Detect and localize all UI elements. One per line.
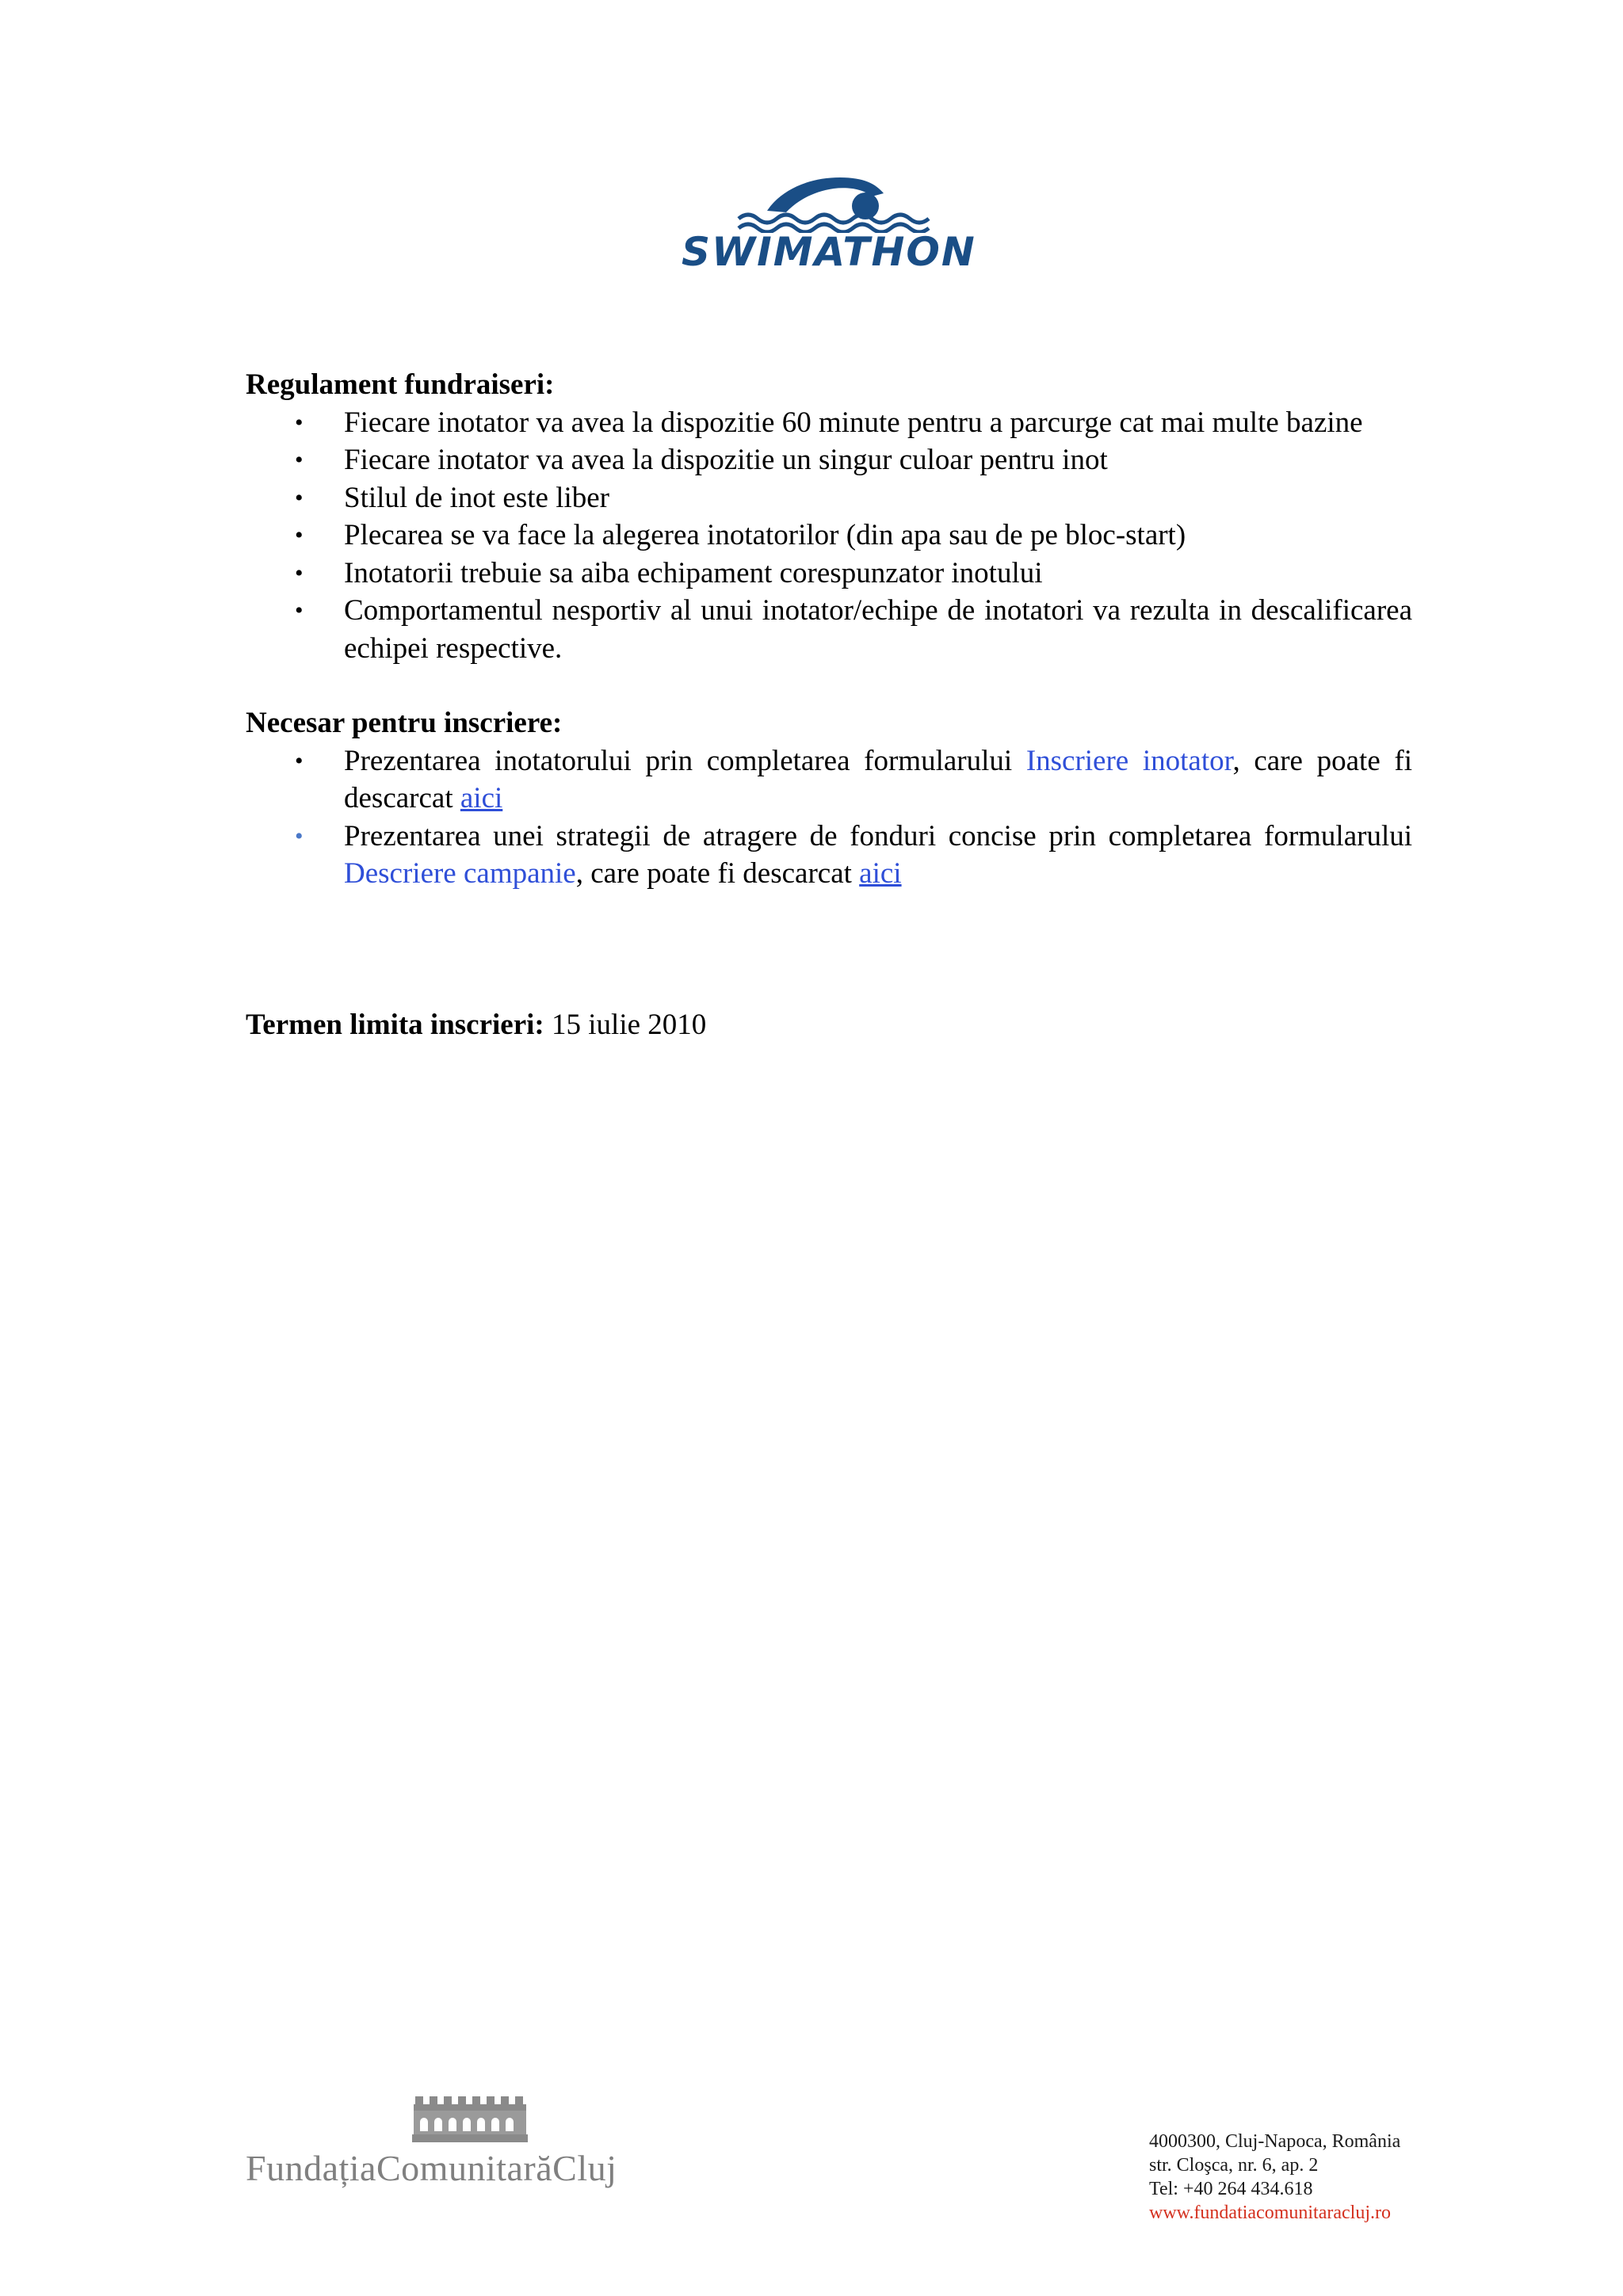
foundation-logo bbox=[246, 2092, 626, 2203]
list-item: • Comportamentul nesportiv al unui inotator/echipe de inotatori va rezulta in descalificarea echipei respective. bbox=[246, 592, 1412, 667]
address-line: str. Cloşca, nr. 6, ap. 2 bbox=[1149, 2155, 1319, 2176]
bullet-icon: • bbox=[295, 447, 304, 473]
address-line: 4000300, Cluj-Napoca, România bbox=[1149, 2131, 1401, 2152]
bullet-icon: • bbox=[295, 822, 304, 849]
list-item: • Stilul de inot este liber bbox=[246, 479, 1412, 517]
list-item: • Fiecare inotator va avea la dispozitie un singur culoar pentru inot bbox=[246, 441, 1412, 479]
list-item: • Prezentarea inotatorului prin completarea formularului Inscriere inotator, care poate fi descarcat aici bbox=[246, 742, 1412, 818]
regulament-list bbox=[246, 404, 1412, 668]
download-inscriere-link[interactable]: aici bbox=[460, 782, 503, 814]
swimmer-icon bbox=[682, 170, 959, 233]
bullet-icon: • bbox=[295, 484, 304, 511]
regulament-title: Regulament fundraiseri: bbox=[246, 368, 555, 401]
list-item: • Inotatorii trebuie sa aiba echipament corespunzator inotului bbox=[246, 555, 1412, 593]
castle-icon bbox=[412, 2092, 531, 2147]
deadline-label: Termen limita inscrieri: bbox=[246, 1008, 544, 1041]
website-link[interactable]: www.fundatiacomunitaracluj.ro bbox=[1149, 2203, 1392, 2223]
descriere-campanie-link[interactable]: Descriere campanie bbox=[344, 857, 576, 890]
bullet-icon: • bbox=[295, 522, 304, 548]
bullet-icon: • bbox=[295, 409, 304, 436]
bullet-icon: • bbox=[295, 747, 304, 774]
download-campanie-link[interactable]: aici bbox=[859, 857, 902, 890]
necesar-list bbox=[246, 742, 1412, 893]
inscriere-inotator-link[interactable]: Inscriere inotator bbox=[1025, 744, 1233, 777]
list-item: • Fiecare inotator va avea la dispozitie 60 minute pentru a parcurge cat mai multe bazine bbox=[246, 404, 1412, 442]
logo-wordmark: SWIMATHON bbox=[682, 229, 976, 275]
deadline-value: 15 iulie 2010 bbox=[544, 1008, 707, 1041]
bullet-icon: • bbox=[295, 597, 304, 624]
bullet-icon: • bbox=[295, 559, 304, 586]
list-item: • Plecarea se va face la alegerea inotatorilor (din apa sau de pe bloc-start) bbox=[246, 517, 1412, 555]
list-item: • Prezentarea unei strategii de atragere de fonduri concise prin completarea formularului Descriere campanie, care poate fi descarcat aici bbox=[246, 818, 1412, 893]
necesar-title: Necesar pentru inscriere: bbox=[246, 707, 563, 739]
foundation-name: FundațiaComunitarăCluj bbox=[246, 2148, 617, 2188]
address-block bbox=[1149, 2130, 1482, 2225]
phone-number: Tel: +40 264 434.618 bbox=[1149, 2179, 1313, 2199]
deadline-line bbox=[246, 1006, 1412, 1044]
swimathon-logo bbox=[682, 170, 976, 275]
document-body bbox=[246, 366, 1412, 1043]
